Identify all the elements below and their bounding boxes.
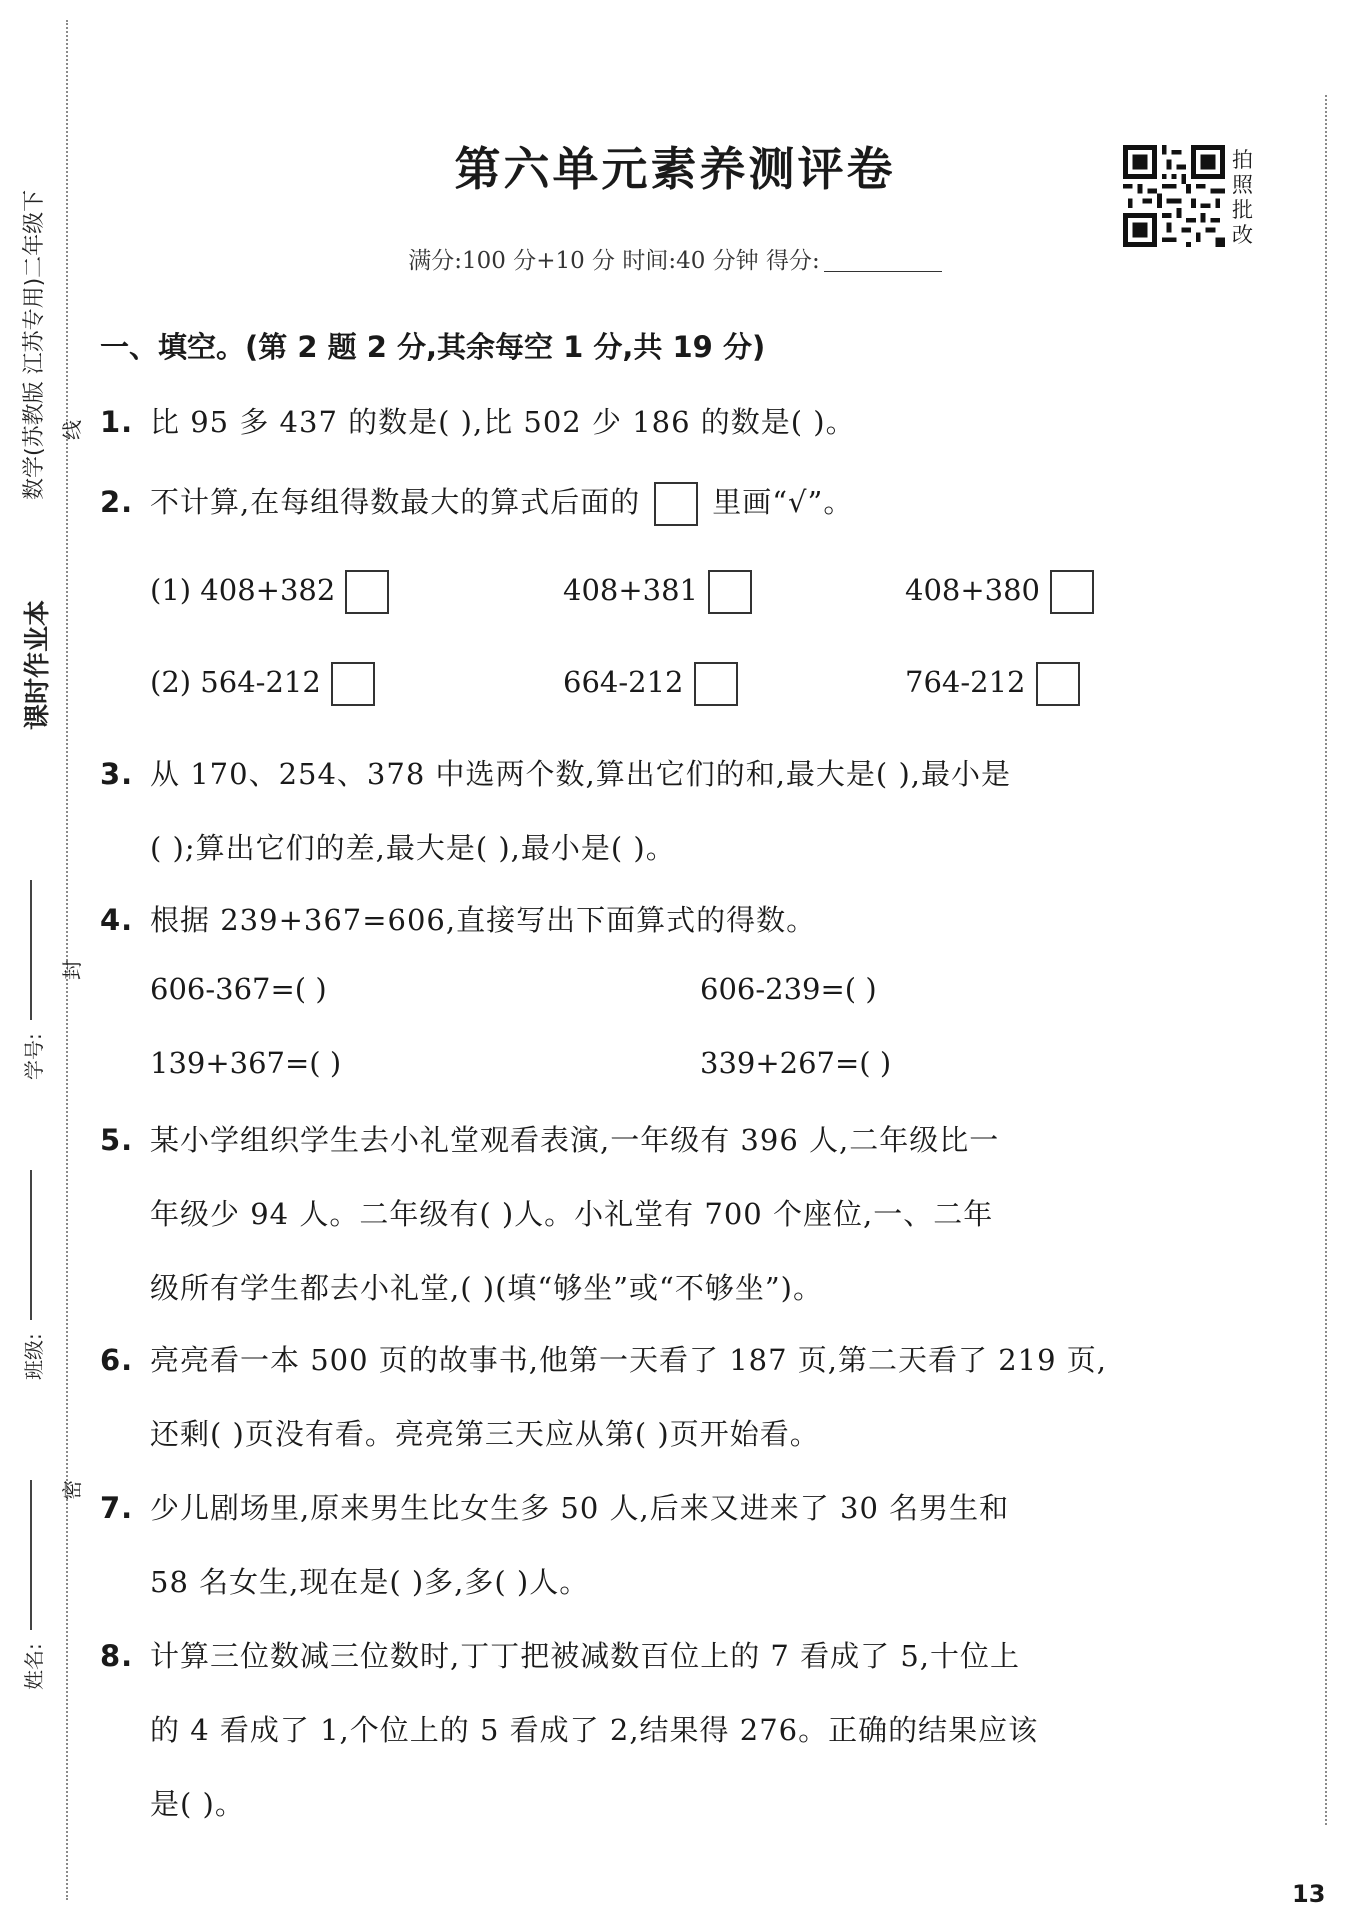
q4-expr-1: 606-367=( ) bbox=[150, 972, 327, 1006]
q4-expr-4: 339+267=( ) bbox=[700, 1046, 892, 1080]
question-3-cont: ( );算出它们的差,最大是( ),最小是( )。 bbox=[150, 831, 676, 865]
student-id-blank[interactable] bbox=[30, 880, 32, 1020]
answer-box[interactable] bbox=[708, 570, 752, 614]
expression: 764-212 bbox=[905, 665, 1026, 699]
expression: 408+380 bbox=[905, 573, 1041, 607]
answer-box[interactable] bbox=[345, 570, 389, 614]
question-5-cont-1: 年级少 94 人。二年级有( )人。小礼堂有 700 个座位,一、二年 bbox=[150, 1197, 994, 1231]
question-1 bbox=[100, 400, 1260, 441]
page-title: 第六单元素养测评卷 bbox=[454, 142, 896, 196]
question-4 bbox=[100, 898, 1260, 939]
answer-box[interactable] bbox=[694, 662, 738, 706]
seal-line-mark: 线 bbox=[60, 420, 84, 440]
question-7-cont: 58 名女生,现在是( )多,多( )人。 bbox=[150, 1565, 590, 1599]
question-6 bbox=[100, 1338, 1260, 1379]
student-id-label: 学号: bbox=[22, 1033, 46, 1080]
example-checkbox bbox=[654, 482, 698, 526]
question-number: 4. bbox=[100, 903, 134, 937]
question-text: 根据 239+367=606,直接写出下面算式的得数。 bbox=[150, 903, 817, 937]
q4-expr-3: 139+367=( ) bbox=[150, 1046, 342, 1080]
q2-row2-expr-3 bbox=[905, 662, 1080, 706]
question-number: 7. bbox=[100, 1491, 134, 1525]
score-info-text: 满分:100 分+10 分 时间:40 分钟 得分: bbox=[408, 248, 820, 274]
question-number: 5. bbox=[100, 1123, 134, 1157]
qr-label: 拍照批改 bbox=[1232, 148, 1253, 247]
expression: (1) 408+382 bbox=[150, 573, 336, 607]
question-number: 2. bbox=[100, 485, 134, 519]
question-6-cont: 还剩( )页没有看。亮亮第三天应从第( )页开始看。 bbox=[150, 1417, 820, 1451]
expression: 664-212 bbox=[563, 665, 684, 699]
question-text: 比 95 多 437 的数是( ),比 502 少 186 的数是( )。 bbox=[150, 405, 856, 439]
question-number: 3. bbox=[100, 757, 134, 791]
section-heading: 一、填空。(第 2 题 2 分,其余每空 1 分,共 19 分) bbox=[100, 330, 766, 364]
question-text: 少儿剧场里,原来男生比女生多 50 人,后来又进来了 30 名男生和 bbox=[150, 1491, 1010, 1525]
question-2 bbox=[100, 480, 1260, 526]
question-text: 某小学组织学生去小礼堂观看表演,一年级有 396 人,二年级比一 bbox=[150, 1123, 1000, 1157]
question-text: 亮亮看一本 500 页的故事书,他第一天看了 187 页,第二天看了 219 页, bbox=[150, 1343, 1108, 1377]
question-text: 不计算,在每组得数最大的算式后面的 bbox=[150, 485, 641, 519]
question-text: 里画“√”。 bbox=[712, 485, 854, 519]
q4-expr-2: 606-239=( ) bbox=[700, 972, 877, 1006]
question-5-cont-2: 级所有学生都去小礼堂,( )(填“够坐”或“不够坐”)。 bbox=[150, 1271, 823, 1305]
page-number: 13 bbox=[1292, 1880, 1326, 1908]
question-3 bbox=[100, 752, 1260, 793]
spine-subtitle: 数学(苏教版 江苏专用)二年级下 bbox=[22, 189, 47, 500]
answer-box[interactable] bbox=[1050, 570, 1094, 614]
name-label: 姓名: bbox=[22, 1643, 46, 1690]
class-label: 班级: bbox=[22, 1333, 46, 1380]
question-number: 1. bbox=[100, 405, 134, 439]
q2-row1-expr-3 bbox=[905, 570, 1094, 614]
q2-row2-expr-2 bbox=[563, 662, 738, 706]
spine-brand: 课时作业本 bbox=[23, 599, 53, 730]
question-text: 计算三位数减三位数时,丁丁把被减数百位上的 7 看成了 5,十位上 bbox=[150, 1639, 1020, 1673]
q2-row1-expr-1 bbox=[150, 570, 389, 614]
q2-row2-expr-1 bbox=[150, 662, 375, 706]
right-dotted-line bbox=[1325, 95, 1327, 1825]
question-8-cont-2: 是( )。 bbox=[150, 1787, 245, 1821]
question-5 bbox=[100, 1118, 1260, 1159]
class-blank[interactable] bbox=[30, 1170, 32, 1320]
answer-box[interactable] bbox=[1036, 662, 1080, 706]
answer-box[interactable] bbox=[331, 662, 375, 706]
question-8-cont-1: 的 4 看成了 1,个位上的 5 看成了 2,结果得 276。正确的结果应该 bbox=[150, 1713, 1039, 1747]
seal-mi-mark: 密 bbox=[60, 1480, 84, 1500]
question-8 bbox=[100, 1634, 1260, 1675]
expression: 408+381 bbox=[563, 573, 699, 607]
score-blank[interactable] bbox=[824, 271, 942, 272]
question-7 bbox=[100, 1486, 1260, 1527]
name-blank[interactable] bbox=[30, 1480, 32, 1630]
question-number: 6. bbox=[100, 1343, 134, 1377]
q2-row1-expr-2 bbox=[563, 570, 752, 614]
seal-feng-mark: 封 bbox=[60, 960, 84, 980]
qr-code-icon[interactable] bbox=[1120, 145, 1228, 247]
question-number: 8. bbox=[100, 1639, 134, 1673]
question-text: 从 170、254、378 中选两个数,算出它们的和,最大是( ),最小是 bbox=[150, 757, 1011, 791]
expression: (2) 564-212 bbox=[150, 665, 321, 699]
